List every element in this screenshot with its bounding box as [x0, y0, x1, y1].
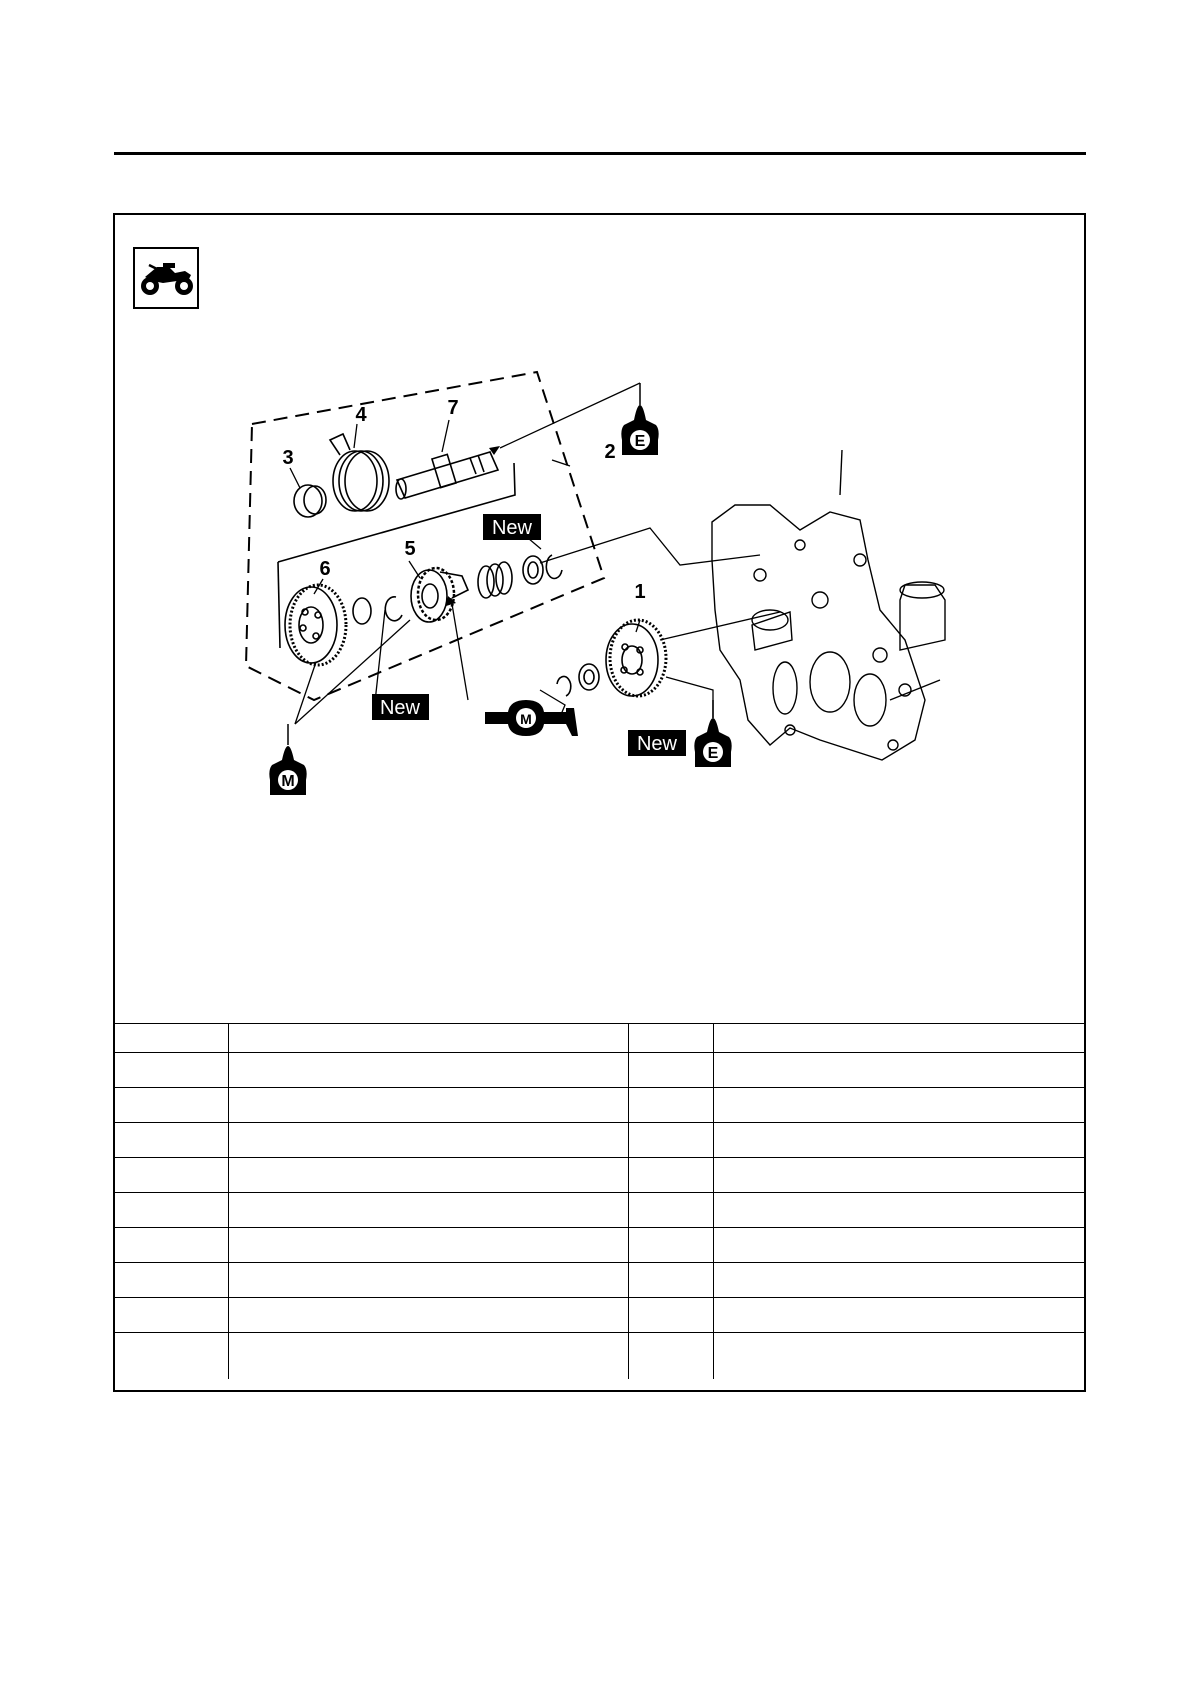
- molybdenum-grease-icon: [485, 700, 578, 736]
- table-row: [115, 1158, 1084, 1193]
- table-cell: [628, 1333, 713, 1380]
- table-row: [115, 1228, 1084, 1263]
- new-tag-label: New: [636, 733, 678, 755]
- table-cell: [628, 1228, 713, 1263]
- new-tag: [483, 514, 541, 540]
- new-tag: [628, 730, 686, 756]
- table-cell: [713, 1123, 1084, 1158]
- table-cell: [115, 1053, 228, 1088]
- table-cell: [115, 1088, 228, 1123]
- kickstarter-exploded-diagram: [112, 150, 992, 800]
- table-cell: [713, 1088, 1084, 1123]
- callout-5: 5: [404, 538, 416, 560]
- table-cell: [628, 1263, 713, 1298]
- table-cell: [228, 1333, 628, 1380]
- table-cell: [228, 1298, 628, 1333]
- table-cell: [628, 1298, 713, 1333]
- table-row: [115, 1088, 1084, 1123]
- table-cell: [628, 1088, 713, 1123]
- engine-oil-label: E: [634, 433, 646, 450]
- table-cell: [228, 1228, 628, 1263]
- table-cell: [115, 1298, 228, 1333]
- table-cell: [628, 1193, 713, 1228]
- assembly-boundary: [246, 372, 604, 700]
- table-cell: [713, 1263, 1084, 1298]
- table-cell: [115, 1024, 228, 1053]
- ratchet-part: [411, 568, 468, 622]
- table-cell: [713, 1158, 1084, 1193]
- callout-3: 3: [282, 447, 294, 469]
- table-cell: [713, 1333, 1084, 1380]
- table-cell: [228, 1193, 628, 1228]
- table-cell: [228, 1158, 628, 1193]
- ratchet-spring-part: [478, 562, 512, 598]
- new-tag-label: New: [379, 697, 421, 719]
- table-cell: [115, 1263, 228, 1298]
- molybdenum-grease-label: M: [520, 711, 532, 727]
- idle-gear-washer-part: [579, 664, 599, 690]
- callout-4: 4: [355, 404, 367, 426]
- table-cell: [628, 1158, 713, 1193]
- callout-6: 6: [319, 558, 331, 580]
- table-cell: [115, 1123, 228, 1158]
- subassembly-bracket: [278, 463, 515, 562]
- engine-oil-label: E: [707, 745, 719, 762]
- table-row: [115, 1333, 1084, 1380]
- table-row: [115, 1193, 1084, 1228]
- table-cell: [228, 1053, 628, 1088]
- table-row: [115, 1298, 1084, 1333]
- molybdenum-grease-icon: [269, 724, 306, 795]
- molybdenum-grease-label: M: [281, 773, 295, 790]
- table-cell: [115, 1333, 228, 1380]
- table-row: [115, 1024, 1084, 1053]
- kick-shaft-part: [396, 452, 498, 499]
- washer-part: [353, 598, 371, 624]
- table-cell: [713, 1053, 1084, 1088]
- idle-gear-circlip-part: [557, 677, 571, 696]
- table-cell: [628, 1053, 713, 1088]
- callout-2: 2: [604, 441, 616, 463]
- table-row: [115, 1263, 1084, 1298]
- table-cell: [713, 1228, 1084, 1263]
- collar-part: [294, 485, 326, 517]
- engine-oil-icon: [621, 383, 658, 455]
- table-cell: [228, 1123, 628, 1158]
- table-cell: [628, 1024, 713, 1053]
- torsion-spring-part: [330, 434, 389, 511]
- table-row: [115, 1123, 1084, 1158]
- leader-lines: [290, 383, 780, 724]
- table-cell: [228, 1024, 628, 1053]
- table-cell: [115, 1228, 228, 1263]
- kick-gear-part: [285, 585, 346, 665]
- callout-1: 1: [634, 581, 646, 603]
- table-cell: [628, 1123, 713, 1158]
- engine-oil-icon: [694, 700, 731, 767]
- table-cell: [713, 1298, 1084, 1333]
- table-cell: [228, 1263, 628, 1298]
- callout-7: 7: [447, 397, 459, 419]
- table-cell: [713, 1193, 1084, 1228]
- new-tag-label: New: [491, 517, 533, 539]
- table-cell: [713, 1024, 1084, 1053]
- table-row: [115, 1053, 1084, 1088]
- crankcase-part: [712, 450, 945, 760]
- spring-washer-part: [523, 556, 543, 584]
- new-tag: [372, 694, 429, 720]
- table-cell: [115, 1158, 228, 1193]
- table-cell: [115, 1193, 228, 1228]
- table-cell: [228, 1088, 628, 1123]
- parts-table: [115, 1023, 1084, 1379]
- circlip-part: [385, 597, 402, 621]
